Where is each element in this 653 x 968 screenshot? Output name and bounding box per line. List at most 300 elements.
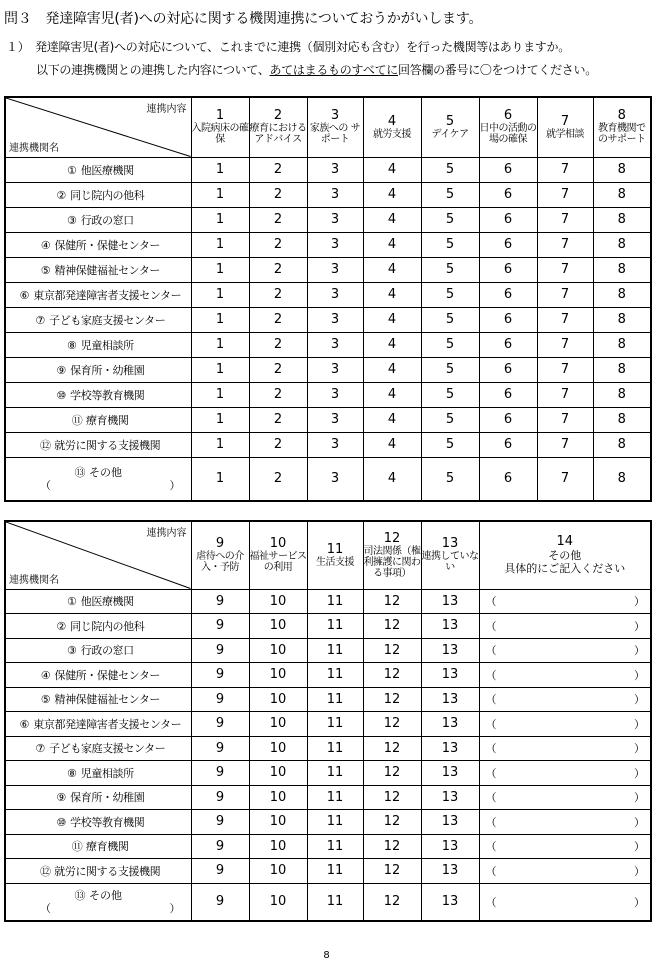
answer-option-6[interactable]: 6 (479, 457, 537, 501)
answer-option-11[interactable]: 11 (307, 834, 363, 859)
other-details-field[interactable] (479, 761, 651, 786)
answer-option-2[interactable]: 2 (249, 432, 307, 457)
answer-option-2[interactable]: 2 (249, 457, 307, 501)
answer-option-8[interactable]: 8 (593, 382, 651, 407)
institution-name (5, 810, 191, 835)
answer-option-4[interactable]: 4 (363, 307, 421, 332)
table-2-corner-cell (5, 521, 191, 589)
question-subtitle: １） 発達障害児(者)への対応について、これまでに連携（個別対応も含む）を行った機関等はありますか。 (6, 40, 570, 54)
close-paren: ） (634, 644, 645, 658)
close-paren: ） (634, 668, 645, 682)
answer-option-4[interactable]: 4 (363, 257, 421, 282)
other-details-parens (480, 740, 651, 756)
other-details-field[interactable] (479, 736, 651, 761)
answer-option-6[interactable]: 6 (479, 357, 537, 382)
column-label: デイケア (431, 128, 469, 140)
answer-option-13[interactable]: 13 (421, 736, 479, 761)
row-number: ⑩ (56, 815, 66, 829)
other-details-field[interactable] (479, 883, 651, 921)
close-paren: ） (634, 815, 645, 829)
answer-option-5[interactable]: 5 (421, 332, 479, 357)
table-2-header (5, 521, 651, 589)
answer-option-4[interactable]: 4 (363, 432, 421, 457)
answer-option-4[interactable]: 4 (363, 157, 421, 182)
other-details-field[interactable] (479, 663, 651, 688)
answer-option-2[interactable]: 2 (249, 157, 307, 182)
answer-option-13[interactable]: 13 (421, 761, 479, 786)
other-details-parens (480, 838, 651, 854)
column-header-7 (537, 97, 593, 157)
answer-option-11[interactable]: 11 (307, 810, 363, 835)
answer-option-3[interactable]: 3 (307, 307, 363, 332)
answer-option-12[interactable]: 12 (363, 589, 421, 614)
other-details-parens (480, 691, 651, 707)
institution-name (5, 182, 191, 207)
column-number: 12 (383, 530, 401, 546)
column-label-detail: 具体的にご記入ください (504, 562, 626, 576)
row-number: ③ (67, 213, 77, 227)
answer-option-9[interactable]: 9 (191, 638, 249, 663)
answer-option-9[interactable]: 9 (191, 883, 249, 921)
institution-label: 就労に関する支援機関 (54, 864, 161, 878)
answer-option-3[interactable]: 3 (307, 207, 363, 232)
institution-label: 同じ院内の他科 (70, 619, 145, 633)
answer-option-10[interactable]: 10 (249, 883, 307, 921)
answer-option-8[interactable]: 8 (593, 282, 651, 307)
answer-option-7[interactable]: 7 (537, 382, 593, 407)
other-details-field[interactable] (479, 687, 651, 712)
answer-option-7[interactable]: 7 (537, 357, 593, 382)
other-details-field[interactable] (479, 859, 651, 884)
institution-name (5, 859, 191, 884)
table-row (5, 589, 651, 614)
row-number: ⑩ (56, 388, 66, 402)
answer-option-5[interactable]: 5 (421, 157, 479, 182)
column-label: 家族への サポート (309, 123, 361, 146)
close-paren: ） (634, 791, 645, 805)
answer-option-8[interactable]: 8 (593, 457, 651, 501)
column-number: 11 (326, 541, 344, 557)
answer-option-5[interactable]: 5 (421, 257, 479, 282)
open-paren: （ (485, 619, 497, 633)
other-details-parens (480, 593, 651, 609)
answer-option-7[interactable]: 7 (537, 257, 593, 282)
table-row (5, 810, 651, 835)
answer-option-12[interactable]: 12 (363, 638, 421, 663)
answer-option-9[interactable]: 9 (191, 687, 249, 712)
answer-option-11[interactable]: 11 (307, 614, 363, 639)
answer-option-9[interactable]: 9 (191, 810, 249, 835)
other-details-field[interactable] (479, 589, 651, 614)
table-row (5, 182, 651, 207)
row-number: ⑪ (71, 840, 83, 854)
row-number: ⑫ (39, 438, 51, 452)
row-number: ⑫ (39, 864, 51, 878)
answer-option-1[interactable]: 1 (191, 232, 249, 257)
open-paren: （ (485, 644, 497, 658)
table-row (5, 307, 651, 332)
answer-option-7[interactable]: 7 (537, 407, 593, 432)
answer-option-8[interactable]: 8 (593, 182, 651, 207)
answer-option-10[interactable]: 10 (249, 687, 307, 712)
close-paren: ） (634, 742, 645, 756)
answer-option-5[interactable]: 5 (421, 432, 479, 457)
answer-option-7[interactable]: 7 (537, 157, 593, 182)
column-header-13 (421, 521, 479, 589)
table-row (5, 883, 651, 921)
column-label: 虐待への介入・予防 (196, 551, 244, 574)
answer-option-11[interactable]: 11 (307, 785, 363, 810)
answer-option-11[interactable]: 11 (307, 687, 363, 712)
column-number: 8 (617, 108, 626, 124)
answer-option-12[interactable]: 12 (363, 859, 421, 884)
answer-option-9[interactable]: 9 (191, 834, 249, 859)
answer-option-8[interactable]: 8 (593, 157, 651, 182)
answer-option-1[interactable]: 1 (191, 207, 249, 232)
answer-option-5[interactable]: 5 (421, 282, 479, 307)
answer-option-6[interactable]: 6 (479, 182, 537, 207)
answer-option-9[interactable]: 9 (191, 761, 249, 786)
answer-option-9[interactable]: 9 (191, 589, 249, 614)
other-details-parens (480, 642, 651, 658)
table-row (5, 432, 651, 457)
institution-label: 児童相談所 (80, 338, 134, 352)
table-row (5, 687, 651, 712)
answer-option-10[interactable]: 10 (249, 589, 307, 614)
answer-option-12[interactable]: 12 (363, 810, 421, 835)
answer-option-13[interactable]: 13 (421, 834, 479, 859)
answer-option-3[interactable]: 3 (307, 282, 363, 307)
institution-name (5, 432, 191, 457)
answer-option-4[interactable]: 4 (363, 382, 421, 407)
instruction-underlined: あてはまるものすべてに (269, 63, 398, 77)
table-row (5, 785, 651, 810)
answer-option-10[interactable]: 10 (249, 614, 307, 639)
other-specify-field[interactable] (6, 479, 191, 492)
answer-option-6[interactable]: 6 (479, 232, 537, 257)
corner-bottom-label: 連携機関名 (9, 574, 59, 586)
answer-option-10[interactable]: 10 (249, 810, 307, 835)
instruction-pre: 以下の連携機関との連携した内容について、 (36, 63, 270, 77)
answer-option-12[interactable]: 12 (363, 736, 421, 761)
close-paren: ） (634, 840, 645, 854)
table-row (5, 332, 651, 357)
column-number: 7 (560, 113, 570, 129)
institution-label: 児童相談所 (80, 766, 134, 780)
answer-option-13[interactable]: 13 (421, 712, 479, 737)
close-paren: ） (634, 895, 645, 909)
answer-option-10[interactable]: 10 (249, 663, 307, 688)
other-line (6, 889, 191, 902)
column-number: 4 (387, 113, 397, 129)
row-number: ⑦ (35, 742, 45, 756)
table-row (5, 232, 651, 257)
answer-option-6[interactable]: 6 (479, 432, 537, 457)
other-details-field[interactable] (479, 614, 651, 639)
other-details-field[interactable] (479, 785, 651, 810)
column-number: 3 (330, 108, 340, 124)
answer-option-12[interactable]: 12 (363, 712, 421, 737)
answer-option-11[interactable]: 11 (307, 761, 363, 786)
answer-option-8[interactable]: 8 (593, 432, 651, 457)
answer-option-12[interactable]: 12 (363, 883, 421, 921)
row-number: ⑥ (19, 717, 29, 731)
institution-name (5, 257, 191, 282)
cooperation-table-1 (4, 96, 652, 502)
answer-option-5[interactable]: 5 (421, 457, 479, 501)
answer-option-8[interactable]: 8 (593, 257, 651, 282)
answer-option-10[interactable]: 10 (249, 761, 307, 786)
answer-option-6[interactable]: 6 (479, 282, 537, 307)
answer-option-9[interactable]: 9 (191, 736, 249, 761)
answer-option-8[interactable]: 8 (593, 307, 651, 332)
answer-option-11[interactable]: 11 (307, 859, 363, 884)
answer-option-5[interactable]: 5 (421, 182, 479, 207)
other-label: その他 (89, 465, 122, 479)
institution-name (5, 687, 191, 712)
column-header-4 (363, 97, 421, 157)
row-number: ② (56, 619, 66, 633)
answer-option-11[interactable]: 11 (307, 663, 363, 688)
answer-option-13[interactable]: 13 (421, 785, 479, 810)
answer-option-1[interactable]: 1 (191, 332, 249, 357)
answer-option-2[interactable]: 2 (249, 282, 307, 307)
row-number: ③ (67, 644, 77, 658)
answer-option-3[interactable]: 3 (307, 382, 363, 407)
column-label: 教育機関でのサポート (598, 123, 646, 146)
answer-option-2[interactable]: 2 (249, 207, 307, 232)
answer-option-12[interactable]: 12 (363, 687, 421, 712)
answer-option-2[interactable]: 2 (249, 307, 307, 332)
answer-option-13[interactable]: 13 (421, 883, 479, 921)
answer-option-6[interactable]: 6 (479, 157, 537, 182)
column-label: 就労支援 (373, 128, 411, 140)
answer-option-4[interactable]: 4 (363, 207, 421, 232)
answer-option-3[interactable]: 3 (307, 232, 363, 257)
answer-option-8[interactable]: 8 (593, 207, 651, 232)
other-details-field[interactable] (479, 638, 651, 663)
answer-option-6[interactable]: 6 (479, 407, 537, 432)
corner-bottom-label: 連携機関名 (9, 142, 59, 154)
table-row (5, 257, 651, 282)
row-number: ⑨ (56, 363, 66, 377)
close-paren: ） (169, 478, 181, 492)
answer-option-4[interactable]: 4 (363, 407, 421, 432)
table-row (5, 357, 651, 382)
answer-option-4[interactable]: 4 (363, 282, 421, 307)
answer-option-8[interactable]: 8 (593, 232, 651, 257)
row-number: ① (67, 163, 77, 177)
answer-option-7[interactable]: 7 (537, 457, 593, 501)
institution-label: 保育所・幼稚園 (70, 791, 145, 805)
answer-option-1[interactable]: 1 (191, 307, 249, 332)
institution-name (5, 736, 191, 761)
answer-option-10[interactable]: 10 (249, 785, 307, 810)
answer-option-6[interactable]: 6 (479, 382, 537, 407)
answer-option-9[interactable]: 9 (191, 859, 249, 884)
answer-option-3[interactable]: 3 (307, 407, 363, 432)
column-label: 就学相談 (546, 128, 584, 140)
table-row (5, 736, 651, 761)
answer-option-10[interactable]: 10 (249, 638, 307, 663)
answer-option-3[interactable]: 3 (307, 157, 363, 182)
answer-option-2[interactable]: 2 (249, 232, 307, 257)
table-row (5, 407, 651, 432)
answer-option-7[interactable]: 7 (537, 207, 593, 232)
answer-option-5[interactable]: 5 (421, 407, 479, 432)
answer-option-1[interactable]: 1 (191, 407, 249, 432)
answer-option-13[interactable]: 13 (421, 810, 479, 835)
answer-option-12[interactable]: 12 (363, 761, 421, 786)
open-paren: （ (485, 693, 497, 707)
institution-name (5, 307, 191, 332)
answer-option-10[interactable]: 10 (249, 736, 307, 761)
answer-option-1[interactable]: 1 (191, 182, 249, 207)
column-number: 9 (215, 536, 225, 552)
answer-option-8[interactable]: 8 (593, 407, 651, 432)
row-number: ⑧ (67, 338, 77, 352)
open-paren: （ (485, 864, 497, 878)
answer-option-2[interactable]: 2 (249, 382, 307, 407)
other-details-field[interactable] (479, 712, 651, 737)
answer-option-2[interactable]: 2 (249, 257, 307, 282)
answer-option-8[interactable]: 8 (593, 357, 651, 382)
other-details-field[interactable] (479, 834, 651, 859)
answer-option-5[interactable]: 5 (421, 232, 479, 257)
other-specify-field[interactable] (6, 902, 191, 915)
answer-option-8[interactable]: 8 (593, 332, 651, 357)
institution-name (5, 157, 191, 182)
table-1-header (5, 97, 651, 157)
institution-label: 行政の窓口 (80, 213, 134, 227)
answer-option-7[interactable]: 7 (537, 332, 593, 357)
answer-option-9[interactable]: 9 (191, 663, 249, 688)
answer-option-1[interactable]: 1 (191, 282, 249, 307)
answer-option-12[interactable]: 12 (363, 785, 421, 810)
answer-option-3[interactable]: 3 (307, 182, 363, 207)
answer-option-1[interactable]: 1 (191, 357, 249, 382)
answer-option-2[interactable]: 2 (249, 407, 307, 432)
answer-option-13[interactable]: 13 (421, 859, 479, 884)
institution-label: 行政の窓口 (80, 644, 134, 658)
answer-option-3[interactable]: 3 (307, 332, 363, 357)
answer-option-10[interactable]: 10 (249, 712, 307, 737)
column-header-1 (191, 97, 249, 157)
column-header-5 (421, 97, 479, 157)
institution-label: 療育機関 (86, 413, 129, 427)
answer-option-4[interactable]: 4 (363, 332, 421, 357)
answer-option-7[interactable]: 7 (537, 307, 593, 332)
open-paren: （ (485, 717, 497, 731)
answer-option-4[interactable]: 4 (363, 182, 421, 207)
answer-option-13[interactable]: 13 (421, 614, 479, 639)
table-row (5, 859, 651, 884)
table-row (5, 382, 651, 407)
answer-option-7[interactable]: 7 (537, 232, 593, 257)
answer-option-5[interactable]: 5 (421, 307, 479, 332)
answer-option-5[interactable]: 5 (421, 357, 479, 382)
row-number: ① (67, 595, 77, 609)
answer-option-1[interactable]: 1 (191, 432, 249, 457)
answer-option-3[interactable]: 3 (307, 257, 363, 282)
table-row (5, 834, 651, 859)
answer-option-1[interactable]: 1 (191, 157, 249, 182)
answer-option-12[interactable]: 12 (363, 614, 421, 639)
answer-option-9[interactable]: 9 (191, 785, 249, 810)
answer-option-4[interactable]: 4 (363, 357, 421, 382)
institution-name (5, 407, 191, 432)
answer-option-6[interactable]: 6 (479, 307, 537, 332)
answer-option-7[interactable]: 7 (537, 182, 593, 207)
cooperation-table-2 (4, 520, 652, 922)
answer-option-13[interactable]: 13 (421, 589, 479, 614)
row-number: ⑬ (74, 888, 86, 902)
answer-option-11[interactable]: 11 (307, 589, 363, 614)
answer-option-7[interactable]: 7 (537, 432, 593, 457)
open-paren: （ (485, 595, 497, 609)
answer-option-6[interactable]: 6 (479, 332, 537, 357)
institution-label: 精神保健福祉センター (54, 693, 161, 707)
institution-name (5, 785, 191, 810)
answer-option-7[interactable]: 7 (537, 282, 593, 307)
answer-option-3[interactable]: 3 (307, 357, 363, 382)
answer-option-10[interactable]: 10 (249, 859, 307, 884)
answer-option-1[interactable]: 1 (191, 382, 249, 407)
answer-option-1[interactable]: 1 (191, 257, 249, 282)
answer-option-11[interactable]: 11 (307, 736, 363, 761)
answer-option-2[interactable]: 2 (249, 357, 307, 382)
other-details-field[interactable] (479, 810, 651, 835)
answer-option-4[interactable]: 4 (363, 457, 421, 501)
answer-option-4[interactable]: 4 (363, 232, 421, 257)
answer-option-9[interactable]: 9 (191, 614, 249, 639)
column-header-8 (593, 97, 651, 157)
answer-option-5[interactable]: 5 (421, 207, 479, 232)
answer-option-13[interactable]: 13 (421, 663, 479, 688)
answer-option-13[interactable]: 13 (421, 638, 479, 663)
answer-option-13[interactable]: 13 (421, 687, 479, 712)
answer-option-1[interactable]: 1 (191, 457, 249, 501)
column-header-2 (249, 97, 307, 157)
answer-option-2[interactable]: 2 (249, 332, 307, 357)
answer-option-11[interactable]: 11 (307, 712, 363, 737)
answer-option-3[interactable]: 3 (307, 457, 363, 501)
table-row (5, 712, 651, 737)
column-label: 療育における アドバイス (249, 123, 307, 146)
institution-name (5, 834, 191, 859)
answer-option-9[interactable]: 9 (191, 712, 249, 737)
answer-option-2[interactable]: 2 (249, 182, 307, 207)
answer-option-5[interactable]: 5 (421, 382, 479, 407)
institution-label: 子ども家庭支援センター (49, 313, 166, 327)
institution-name (5, 589, 191, 614)
answer-option-6[interactable]: 6 (479, 207, 537, 232)
answer-option-3[interactable]: 3 (307, 432, 363, 457)
column-number: 6 (503, 108, 513, 124)
answer-option-12[interactable]: 12 (363, 663, 421, 688)
institution-name (5, 282, 191, 307)
answer-option-6[interactable]: 6 (479, 257, 537, 282)
column-label: 日中の活動の場の確保 (479, 123, 537, 146)
answer-option-11[interactable]: 11 (307, 883, 363, 921)
answer-option-11[interactable]: 11 (307, 638, 363, 663)
close-paren: ） (169, 901, 181, 915)
close-paren: ） (634, 619, 645, 633)
answer-option-10[interactable]: 10 (249, 834, 307, 859)
instruction-post: 回答欄の番号に〇をつけてください。 (398, 63, 597, 77)
institution-name (5, 761, 191, 786)
answer-option-12[interactable]: 12 (363, 834, 421, 859)
